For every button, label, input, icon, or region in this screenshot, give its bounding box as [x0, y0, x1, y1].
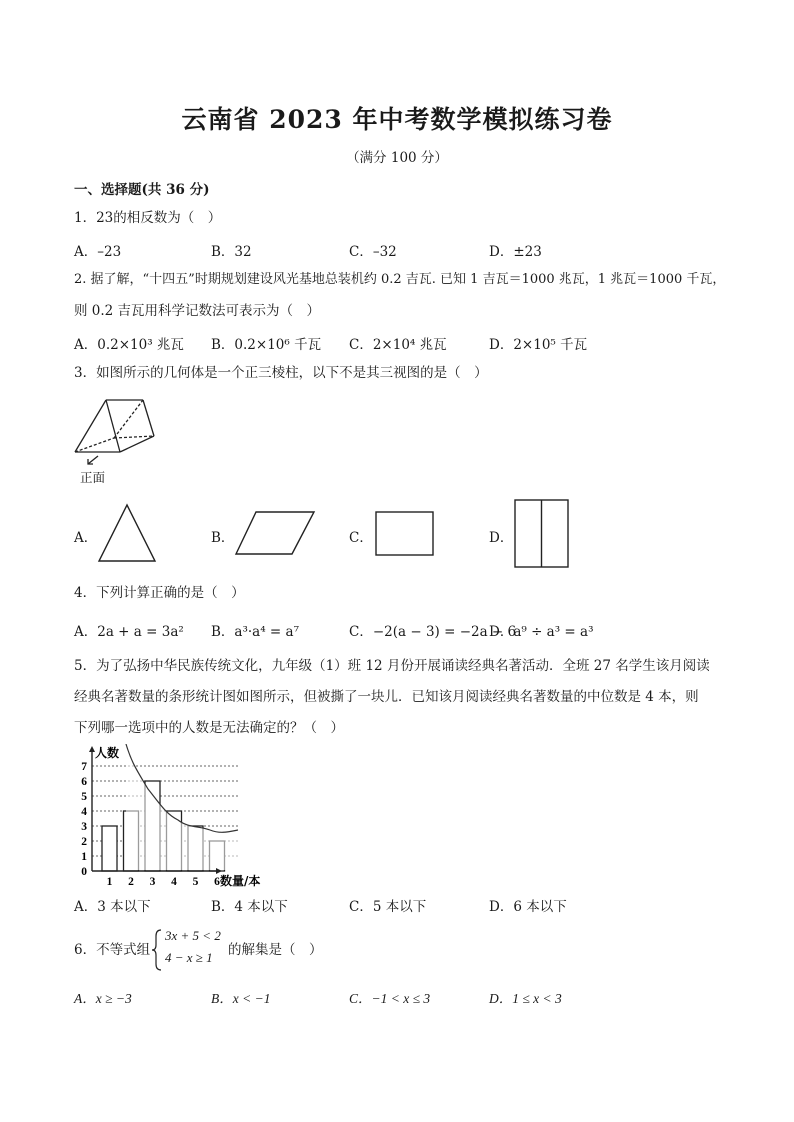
- y-tick-label: 3: [81, 821, 87, 833]
- page-subtitle: （满分 100 分）: [346, 150, 448, 166]
- y-axis-label: 人数: [95, 746, 120, 760]
- q4-option-c-text: C．−2(a − 3) = −2a − 6: [349, 624, 517, 640]
- bar: [102, 826, 117, 871]
- question-2-stem-line2: 则 0.2 吉瓦用科学记数法可表示为（ ）: [74, 303, 321, 319]
- q5-option-b[interactable]: B．4 本以下: [211, 899, 288, 915]
- y-tick-label: 7: [81, 761, 87, 773]
- x-tick-label: 3: [149, 876, 156, 888]
- q4-option-d[interactable]: [489, 620, 594, 640]
- q5-option-d[interactable]: D．6 本以下: [489, 899, 567, 915]
- y-tick-label: 2: [81, 836, 87, 848]
- q6-option-b-text: B．x < −1: [211, 991, 271, 1006]
- question-6-stem-suffix: 的解集是（ ）: [228, 942, 323, 958]
- y-tick-label: 5: [81, 791, 87, 803]
- q1-option-b[interactable]: B．32: [211, 244, 252, 260]
- q1-option-c[interactable]: C．–32: [349, 244, 397, 260]
- question-3-stem: 3．如图所示的几何体是一个正三棱柱，以下不是其三视图的是（ ）: [74, 365, 488, 381]
- front-view-label: 正面: [80, 470, 106, 485]
- q6-option-d[interactable]: [489, 987, 562, 1007]
- q4-option-a[interactable]: [74, 620, 184, 640]
- y-tick-label: 6: [81, 776, 87, 788]
- section-heading: 一、选择题(共 36 分): [74, 182, 210, 198]
- q4-option-d-text: D．a⁹ ÷ a³ = a³: [489, 624, 594, 640]
- q6-option-a[interactable]: [74, 987, 132, 1007]
- x-tick-label: 4: [171, 876, 177, 888]
- q3-option-c[interactable]: C．: [349, 530, 373, 546]
- question-5-stem-line2: 经典名著数量的条形统计图如图所示，但被撕了一块儿．已知该月阅读经典名著数量的中位数是 4 本，则: [74, 689, 699, 705]
- x-tick-label: 5: [192, 876, 199, 888]
- divided-rectangle-option-shape: [513, 498, 571, 570]
- x-tick-label: 1: [106, 876, 113, 888]
- q6-option-b[interactable]: [211, 987, 270, 1007]
- q4-option-b-text: B．a³·a⁴ = a⁷: [211, 624, 299, 640]
- q2-option-c[interactable]: C．2×10⁴ 兆瓦: [349, 337, 447, 353]
- q3-option-a[interactable]: A．: [74, 530, 98, 546]
- q5-option-a[interactable]: A．3 本以下: [74, 899, 151, 915]
- q6-option-c-text: C．−1 < x ≤ 3: [349, 991, 431, 1006]
- rectangle-option-shape: [374, 510, 436, 558]
- x-tick-label: 6: [214, 876, 220, 888]
- q5-option-c[interactable]: C．5 本以下: [349, 899, 427, 915]
- q6-option-a-text: A．x ≥ −3: [74, 991, 132, 1006]
- question-5-stem-line1: 5．为了弘扬中华民族传统文化，九年级（1）班 12 月份开展诵读经典名著活动．全班 27 名学生该月阅读: [74, 658, 710, 674]
- torn-area: [126, 744, 238, 870]
- q6-option-d-text: D．1 ≤ x < 3: [489, 991, 562, 1006]
- q2-option-a[interactable]: A．0.2×10³ 兆瓦: [74, 337, 184, 353]
- q3-option-b[interactable]: B．: [211, 530, 235, 546]
- y-tick-label: 0: [81, 866, 87, 878]
- q6-option-c[interactable]: [349, 987, 430, 1007]
- x-axis-label: 数量/本: [220, 874, 261, 888]
- left-brace-icon: [151, 928, 163, 972]
- question-1-stem: 1．23的相反数为（ ）: [74, 210, 222, 226]
- page-title: 云南省 2023 年中考数学模拟练习卷: [181, 105, 613, 134]
- x-tick-label: 2: [128, 876, 134, 888]
- q1-option-d[interactable]: D．±23: [489, 244, 542, 260]
- inequality-1: 3x + 5 < 2: [165, 928, 221, 943]
- question-5-stem-line3: 下列哪一选项中的人数是无法确定的？（ ）: [74, 720, 344, 736]
- y-tick-label: 1: [81, 851, 87, 863]
- q4-option-a-text: A．2a + a = 3a²: [74, 624, 184, 640]
- q2-option-b[interactable]: B．0.2×10⁶ 千瓦: [211, 337, 322, 353]
- q2-option-d[interactable]: D．2×10⁵ 千瓦: [489, 337, 588, 353]
- q1-option-a[interactable]: A．–23: [74, 244, 122, 260]
- y-tick-label: 4: [81, 806, 87, 818]
- parallelogram-option-shape: [234, 510, 316, 556]
- inequality-2: 4 − x ≥ 1: [165, 950, 213, 965]
- q4-option-b[interactable]: [211, 620, 299, 640]
- triangle-option-shape: [96, 503, 158, 563]
- question-2-stem-line1: 2. 据了解，“十四五”时期规划建设风光基地总装机约 0.2 吉瓦. 已知 1 吉瓦＝1000 兆瓦，1 兆瓦＝1000 千瓦，: [74, 272, 726, 287]
- q3-option-d[interactable]: D．: [489, 530, 514, 546]
- question-4-stem: 4．下列计算正确的是（ ）: [74, 585, 245, 601]
- torn-bar-chart: [70, 744, 280, 889]
- question-6-stem-prefix: 6．不等式组: [74, 942, 151, 958]
